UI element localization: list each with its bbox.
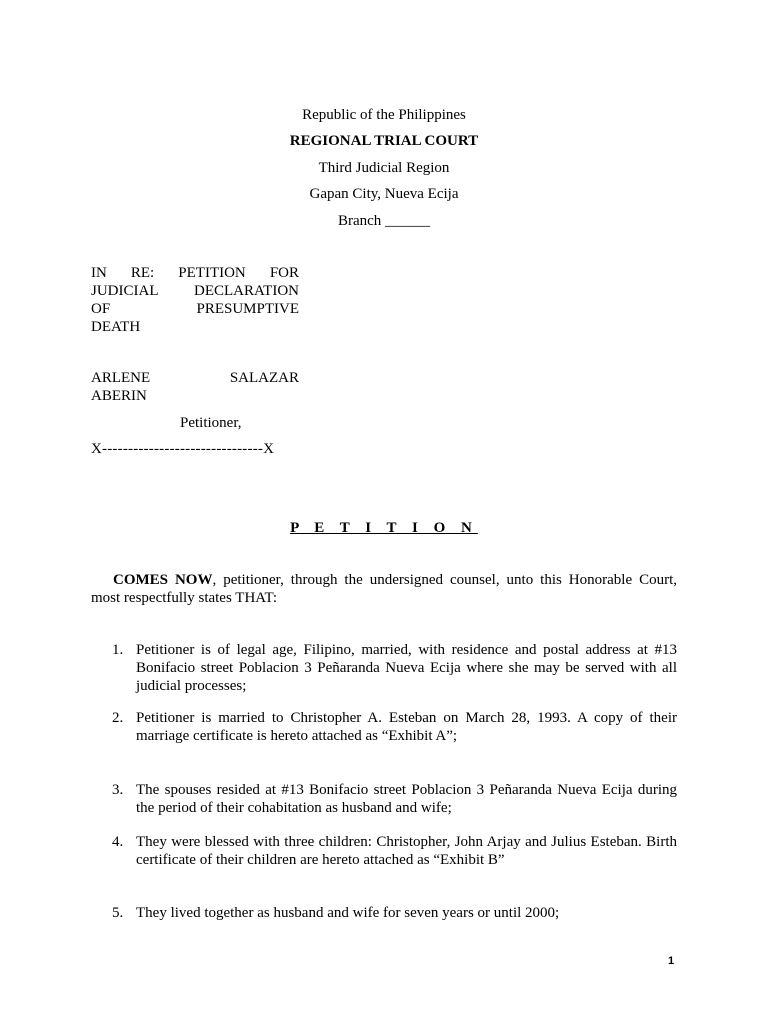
header-region: Third Judicial Region [318, 160, 450, 176]
caption-line: JUDICIAL DECLARATION [91, 283, 299, 299]
case-caption-title [91, 264, 299, 336]
list-item-number: 5. [112, 905, 124, 921]
list-item [112, 709, 677, 745]
header-branch: Branch ______ [337, 213, 431, 229]
document-title-text: P E T I T I O N [290, 520, 478, 536]
list-item-text: Petitioner is married to Christopher A. Esteban on March 28, 1993. A copy of their marriage certificate is hereto attached as “Exhibit A”; [136, 710, 677, 744]
list-item-number: 3. [112, 782, 124, 798]
petitioner-label: Petitioner, [180, 415, 242, 431]
list-item-number: 4. [112, 834, 124, 850]
page-number: 1 [668, 955, 675, 967]
petitioner-name [91, 369, 299, 405]
list-item-text: Petitioner is of legal age, Filipino, married, with residence and postal address at #13 Bonifacio street Poblacion 3 Peñaranda Nueva Ecija where she may be served with all judicial processes; [136, 642, 677, 694]
caption-line: OF PRESUMPTIVE [91, 301, 299, 317]
caption-line: IN RE: PETITION FOR [91, 265, 299, 281]
list-item [112, 781, 677, 817]
list-item [112, 833, 677, 869]
list-item [112, 904, 677, 922]
intro-paragraph [91, 571, 677, 607]
caption-separator: X-------------------------------X [91, 441, 275, 457]
header-city: Gapan City, Nueva Ecija [309, 186, 459, 202]
intro-rest: , petitioner, through the undersigned counsel, unto this Honorable Court, most respectfully states THAT: [91, 572, 677, 606]
list-item-number: 1. [112, 642, 124, 658]
list-item-text: They lived together as husband and wife for seven years or until 2000; [136, 905, 560, 921]
list-item-number: 2. [112, 710, 124, 726]
petitioner-name-line: ARLENE SALAZAR [91, 370, 299, 386]
caption-line: DEATH [91, 319, 141, 335]
list-item-text: They were blessed with three children: Christopher, John Arjay and Julius Esteban. Birth certificate of their children are hereto attached as “Exhibit B” [136, 834, 677, 868]
list-item [112, 641, 677, 695]
petitioner-name-line: ABERIN [91, 388, 147, 404]
intro-lead: COMES NOW [113, 572, 213, 588]
list-item-text: The spouses resided at #13 Bonifacio street Poblacion 3 Peñaranda Nueva Ecija during the period of their cohabitation as husband and wife; [136, 782, 677, 816]
document-title [0, 519, 768, 537]
header-court: REGIONAL TRIAL COURT [289, 133, 479, 149]
header-country: Republic of the Philippines [302, 107, 466, 123]
